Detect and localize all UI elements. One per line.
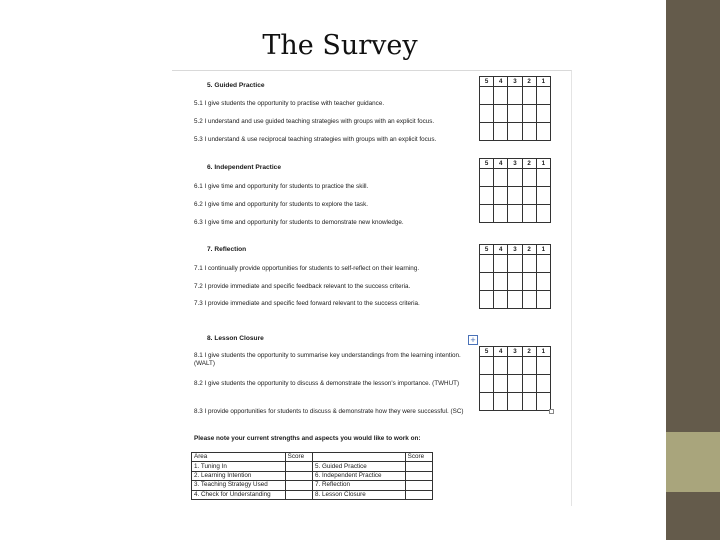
summary-score-cell[interactable]: [405, 462, 432, 471]
rating-header-3: 3: [508, 245, 522, 255]
rating-cell[interactable]: [480, 87, 494, 105]
rating-header-4: 4: [494, 159, 508, 169]
rating-cell[interactable]: [508, 105, 522, 123]
item-5-2: 5.2 I understand and use guided teaching strategies with groups with an explicit focus.: [194, 118, 435, 125]
rating-cell[interactable]: [536, 375, 550, 393]
rating-cell[interactable]: [480, 105, 494, 123]
rating-header-2: 2: [522, 159, 536, 169]
rating-header-5: 5: [480, 347, 494, 357]
rating-cell[interactable]: [536, 273, 550, 291]
rating-grid-guided-practice: [479, 76, 551, 141]
rating-cell[interactable]: [522, 255, 536, 273]
section-heading-lesson-closure: 8. Lesson Closure: [207, 335, 264, 342]
decorative-band-top: [666, 0, 720, 432]
summary-row: [192, 490, 433, 499]
rating-header-1: 1: [536, 245, 550, 255]
section-heading-guided-practice: 5. Guided Practice: [207, 82, 265, 89]
rating-cell[interactable]: [494, 205, 508, 223]
item-8-1: 8.1 I give students the opportunity to summarise key understandings from the learning intention. (WALT): [194, 352, 461, 367]
rating-cell[interactable]: [480, 169, 494, 187]
item-5-3: 5.3 I understand & use reciprocal teaching strategies with groups with an explicit focus.: [194, 136, 437, 143]
rating-header-1: 1: [536, 77, 550, 87]
summary-score-cell[interactable]: [285, 471, 312, 480]
rating-cell[interactable]: [494, 123, 508, 141]
item-8-2: 8.2 I give students the opportunity to discuss & demonstrate the lesson's importance. (TWHUT): [194, 380, 460, 387]
rating-cell[interactable]: [536, 87, 550, 105]
item-7-1: 7.1 I continually provide opportunities for students to self-reflect on their learning.: [194, 265, 420, 272]
rating-cell[interactable]: [522, 87, 536, 105]
slide-title: The Survey: [262, 30, 418, 61]
rating-cell[interactable]: [480, 205, 494, 223]
rating-cell[interactable]: [508, 393, 522, 411]
rating-grid-independent-practice: [479, 158, 551, 223]
rating-cell[interactable]: [522, 205, 536, 223]
summary-header-score-2: Score: [405, 453, 432, 462]
rating-cell[interactable]: [480, 291, 494, 309]
section-heading-reflection: 7. Reflection: [207, 246, 247, 253]
summary-area: 1. Tuning In: [192, 462, 286, 471]
rating-cell[interactable]: [508, 273, 522, 291]
survey-document: [172, 70, 572, 506]
rating-cell[interactable]: [480, 393, 494, 411]
summary-score-cell[interactable]: [405, 481, 432, 490]
item-5-1: 5.1 I give students the opportunity to practise with teacher guidance.: [194, 100, 385, 107]
rating-header-1: 1: [536, 159, 550, 169]
summary-score-cell[interactable]: [285, 490, 312, 499]
summary-area: 8. Lesson Closure: [313, 490, 406, 499]
rating-cell[interactable]: [522, 123, 536, 141]
rating-cell[interactable]: [536, 357, 550, 375]
item-7-2: 7.2 I provide immediate and specific feedback relevant to the success criteria.: [194, 283, 411, 290]
rating-cell[interactable]: [480, 357, 494, 375]
summary-score-cell[interactable]: [405, 471, 432, 480]
summary-area: 2. Learning Intention: [192, 471, 286, 480]
rating-cell[interactable]: [522, 169, 536, 187]
rating-cell[interactable]: [536, 393, 550, 411]
rating-header-4: 4: [494, 347, 508, 357]
item-8-3: 8.3 I provide opportunities for students to discuss & demonstrate how they were successful. (SC): [194, 408, 464, 415]
rating-header-5: 5: [480, 245, 494, 255]
rating-header-4: 4: [494, 245, 508, 255]
rating-grid-reflection: [479, 244, 551, 309]
rating-cell[interactable]: [480, 375, 494, 393]
summary-score-cell[interactable]: [285, 462, 312, 471]
summary-row: [192, 471, 433, 480]
summary-header-score: Score: [285, 453, 312, 462]
rating-cell[interactable]: [494, 169, 508, 187]
rating-header-4: 4: [494, 77, 508, 87]
summary-area: 7. Reflection: [313, 481, 406, 490]
rating-cell[interactable]: [480, 187, 494, 205]
rating-header-5: 5: [480, 77, 494, 87]
rating-cell[interactable]: [494, 393, 508, 411]
rating-header-3: 3: [508, 77, 522, 87]
summary-area: 6. Independent Practice: [313, 471, 406, 480]
summary-row: [192, 462, 433, 471]
rating-cell[interactable]: [522, 393, 536, 411]
rating-header-2: 2: [522, 77, 536, 87]
item-6-3: 6.3 I give time and opportunity for students to demonstrate new knowledge.: [194, 219, 404, 226]
summary-score-cell[interactable]: [285, 481, 312, 490]
decorative-band-middle: [666, 432, 720, 492]
rating-cell[interactable]: [536, 291, 550, 309]
item-6-1: 6.1 I give time and opportunity for students to practice the skill.: [194, 183, 369, 190]
rating-header-2: 2: [522, 245, 536, 255]
rating-cell[interactable]: [494, 291, 508, 309]
summary-area: 3. Teaching Strategy Used: [192, 481, 286, 490]
rating-cell[interactable]: [494, 357, 508, 375]
summary-score-cell[interactable]: [405, 490, 432, 499]
rating-cell[interactable]: [508, 255, 522, 273]
rating-cell[interactable]: [522, 273, 536, 291]
rating-cell[interactable]: [480, 273, 494, 291]
rating-cell[interactable]: [494, 187, 508, 205]
table-resize-handle[interactable]: [549, 409, 554, 414]
rating-header-2: 2: [522, 347, 536, 357]
rating-cell[interactable]: [522, 105, 536, 123]
strengths-note: Please note your current strengths and aspects you would like to work on:: [194, 435, 421, 442]
rating-cell[interactable]: [494, 273, 508, 291]
summary-header-row: [192, 453, 433, 462]
rating-cell[interactable]: [522, 357, 536, 375]
rating-header-3: 3: [508, 159, 522, 169]
summary-table: [191, 452, 433, 500]
rating-cell[interactable]: [522, 375, 536, 393]
summary-header-blank: [313, 453, 406, 462]
rating-cell[interactable]: [536, 105, 550, 123]
item-7-3: 7.3 I provide immediate and specific feed forward relevant to the success criteria.: [194, 300, 420, 307]
rating-cell[interactable]: [508, 87, 522, 105]
rating-cell[interactable]: [508, 169, 522, 187]
rating-cell[interactable]: [508, 357, 522, 375]
summary-area: 5. Guided Practice: [313, 462, 406, 471]
rating-cell[interactable]: [508, 123, 522, 141]
rating-grid-lesson-closure: [479, 346, 551, 411]
rating-cell[interactable]: [480, 123, 494, 141]
rating-cell[interactable]: [494, 105, 508, 123]
rating-cell[interactable]: [508, 187, 522, 205]
summary-area: 4. Check for Understanding: [192, 490, 286, 499]
rating-cell[interactable]: [508, 205, 522, 223]
rating-header-5: 5: [480, 159, 494, 169]
decorative-band-bottom: [666, 492, 720, 540]
item-6-2: 6.2 I give time and opportunity for students to explore the task.: [194, 201, 368, 208]
rating-header-3: 3: [508, 347, 522, 357]
rating-header-1: 1: [536, 347, 550, 357]
rating-cell[interactable]: [494, 375, 508, 393]
rating-cell[interactable]: [494, 255, 508, 273]
rating-cell[interactable]: [536, 123, 550, 141]
summary-header-area: Area: [192, 453, 286, 462]
rating-cell[interactable]: [508, 375, 522, 393]
rating-cell[interactable]: [522, 291, 536, 309]
rating-cell[interactable]: [494, 87, 508, 105]
rating-cell[interactable]: [536, 187, 550, 205]
rating-cell[interactable]: [536, 169, 550, 187]
table-move-handle-icon[interactable]: +: [468, 335, 478, 345]
rating-cell[interactable]: [536, 255, 550, 273]
summary-row: [192, 481, 433, 490]
rating-cell[interactable]: [522, 187, 536, 205]
rating-cell[interactable]: [536, 205, 550, 223]
rating-cell[interactable]: [480, 255, 494, 273]
rating-cell[interactable]: [508, 291, 522, 309]
section-heading-independent-practice: 6. Independent Practice: [207, 164, 282, 171]
